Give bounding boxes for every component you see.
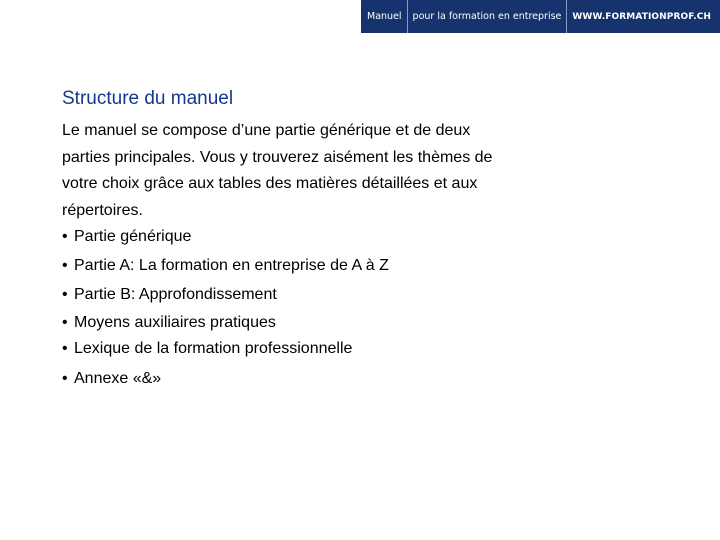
bullet-icon: • [62,340,68,357]
list-item-label: Partie B: Approfondissement [74,286,277,303]
header-manuel: Manuel [367,11,402,22]
bullet-icon: • [62,370,68,387]
list-item-label: Moyens auxiliaires pratiques [74,314,276,331]
list-item-annexe [62,369,161,389]
list-item-label: Annexe «&» [74,370,162,387]
header-banner [361,0,720,33]
list-item-moyens-auxiliaires [62,313,276,333]
bullet-icon: • [62,314,68,331]
intro-paragraph: Le manuel se compose d’une partie générique et de deux parties principales. Vous y trouverez aisément les thèmes de votre choix grâce aux tables des matières détaillées et aux répertoires. [62,122,493,219]
list-item-label: Lexique de la formation professionnelle [74,340,353,357]
list-item-partie-generique [62,227,191,247]
bullet-icon: • [62,286,68,303]
list-item-partie-b [62,285,277,305]
list-item-partie-a [62,256,389,276]
list-item-label: Partie générique [74,228,192,245]
header-website-link[interactable]: WWW.FORMATIONPROF.CH [566,0,715,33]
bullet-icon: • [62,257,68,274]
slide-title: Structure du manuel [62,88,234,109]
header-subtitle: pour la formation en entreprise [407,0,567,33]
list-item-lexique [62,339,352,359]
list-item-label: Partie A: La formation en entreprise de A à Z [74,257,389,274]
bullet-icon: • [62,228,68,245]
